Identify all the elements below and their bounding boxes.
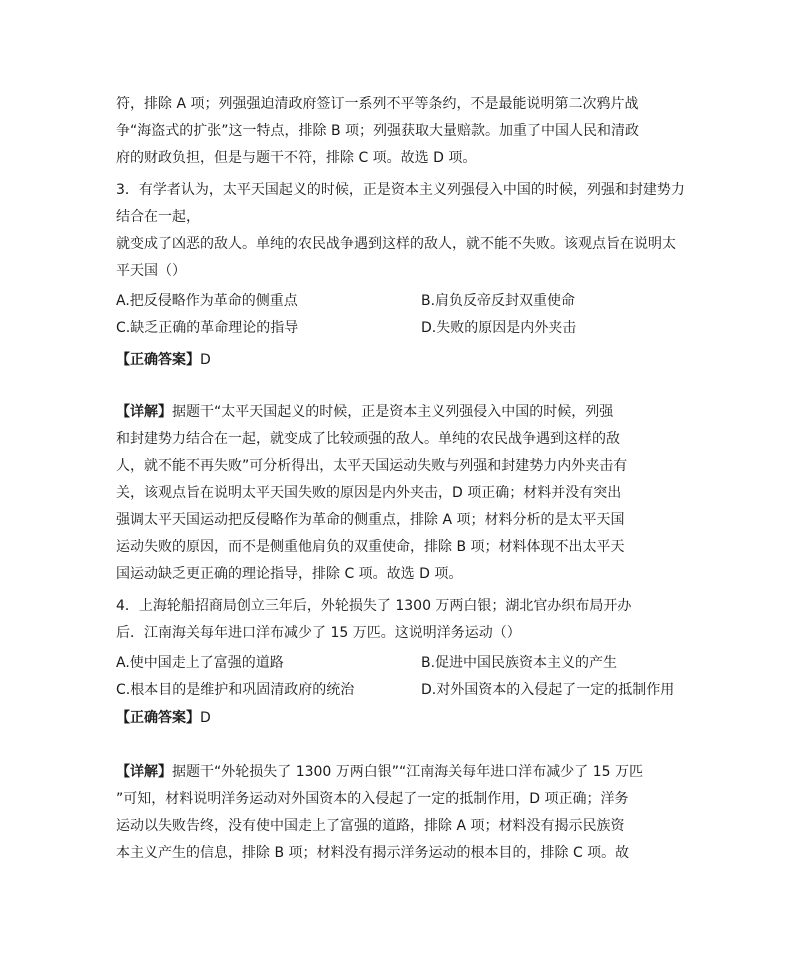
option-b: B.肩负反帝反封双重使命 bbox=[421, 293, 576, 309]
answer-label: 【正确答案】 bbox=[116, 352, 200, 368]
detail-label: 【详解】 bbox=[116, 764, 172, 780]
detail-line: 强调太平天国运动把反侵略作为革命的侧重点，排除 A 项；材料分析的是太平天国 bbox=[116, 512, 625, 528]
option-c: C.根本目的是维护和巩固清政府的统治 bbox=[116, 682, 355, 698]
answer-value: D bbox=[200, 710, 211, 726]
question-4-stem: 后．江南海关每年进口洋布减少了 15 万匹。这说明洋务运动（） bbox=[116, 625, 521, 641]
option-d: D.对外国资本的入侵起了一定的抵制作用 bbox=[421, 682, 675, 698]
option-c: C.缺乏正确的革命理论的指导 bbox=[116, 320, 299, 336]
detail-line: 和封建势力结合在一起，就变成了比较顽强的敌人。单纯的农民战争遇到这样的敌 bbox=[116, 431, 620, 447]
option-b: B.促进中国民族资本主义的产生 bbox=[421, 655, 618, 671]
detail-line: 人，就不能不再失败”可分析得出，太平天国运动失败与列强和封建势力内外夹击有 bbox=[116, 458, 628, 474]
question-3-stem: 3．有学者认为，太平天国起义的时候，正是资本主义列强侵入中国的时候，列强和封建势力 bbox=[116, 182, 685, 198]
detail-line: 运动失败的原因，而不是侧重他肩负的双重使命，排除 B 项；材料体现不出太平天 bbox=[116, 539, 625, 555]
answer-line bbox=[116, 350, 211, 370]
answer-line bbox=[116, 708, 211, 728]
detail-text: 据题干“太平天国起义的时候，正是资本主义列强侵入中国的时候，列强 bbox=[172, 404, 614, 420]
question-3-stem: 就变成了凶恶的敌人。单纯的农民战争遇到这样的敌人，就不能不失败。该观点旨在说明太 bbox=[116, 236, 676, 252]
text-line: 争“海盗式的扩张”这一特点，排除 B 项；列强获取大量赔款。加重了中国人民和清政 bbox=[116, 123, 640, 139]
detail-line: 关，该观点旨在说明太平天国失败的原因是内外夹击，D 项正确；材料并没有突出 bbox=[116, 485, 622, 501]
option-a: A.把反侵略作为革命的侧重点 bbox=[116, 293, 298, 309]
detail-line: 国运动缺乏更正确的理论指导，排除 C 项。故选 D 项。 bbox=[116, 566, 463, 582]
question-3-stem: 平天国（） bbox=[116, 263, 186, 279]
option-a: A.使中国走上了富强的道路 bbox=[116, 655, 284, 671]
question-3-stem: 结合在一起， bbox=[116, 209, 200, 225]
text-line: 符，排除 A 项；列强强迫清政府签订一系列不平等条约，不是最能说明第二次鸦片战 bbox=[116, 96, 639, 112]
answer-value: D bbox=[200, 352, 211, 368]
detail-line: 本主义产生的信息，排除 B 项；材料没有揭示洋务运动的根本目的，排除 C 项。故 bbox=[116, 845, 630, 861]
detail-label: 【详解】 bbox=[116, 404, 172, 420]
detail-text: 据题干“外轮损失了 1300 万两白银”“江南海关每年进口洋布减少了 15 万匹 bbox=[172, 764, 644, 780]
answer-label: 【正确答案】 bbox=[116, 710, 200, 726]
detail-line bbox=[116, 762, 643, 782]
option-d: D.失败的原因是内外夹击 bbox=[421, 320, 577, 336]
question-4-stem: 4．上海轮船招商局创立三年后，外轮损失了 1300 万两白银；湖北官办织布局开办 bbox=[116, 598, 632, 614]
text-line: 府的财政负担，但是与题干不符，排除 C 项。故选 D 项。 bbox=[116, 150, 477, 166]
detail-line: ”可知，材料说明洋务运动对外国资本的入侵起了一定的抵制作用，D 项正确；洋务 bbox=[116, 791, 629, 807]
detail-line: 运动以失败告终，没有使中国走上了富强的道路，排除 A 项；材料没有揭示民族资 bbox=[116, 818, 625, 834]
detail-line bbox=[116, 402, 613, 422]
